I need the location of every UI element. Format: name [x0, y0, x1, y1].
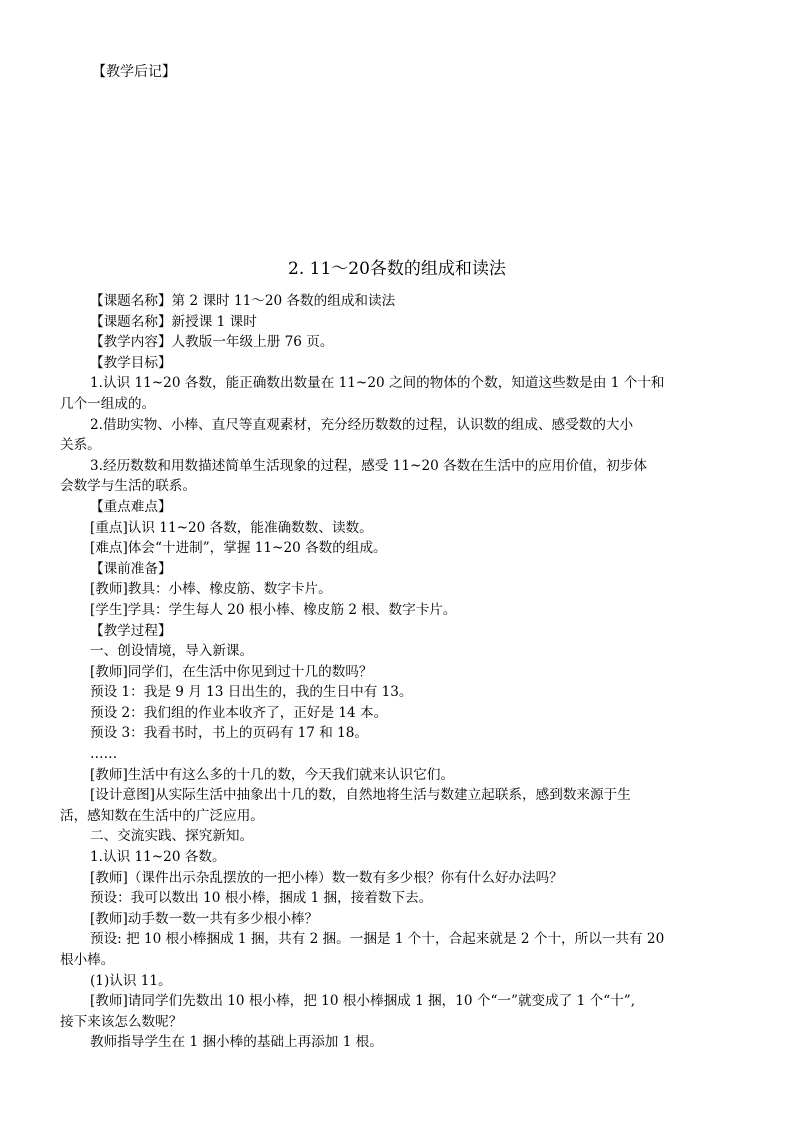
lesson-title: 2. 11～20各数的组成和读法 [288, 259, 506, 279]
body-line: [设计意图]从实际生活中抽象出十几的数，自然地将生活与数建立起联系，感到数来源于生 [90, 787, 631, 804]
body-line: 1.认识 11~20 各数，能正确数出数量在 11~20 之间的物体的个数，知道这些数是由 1 个十和 [90, 375, 665, 392]
lesson-body [60, 291, 736, 1053]
body-line: 【重点难点】 [90, 498, 172, 515]
body-line: 几个一组成的。 [60, 395, 156, 412]
body-line: [教师]教具：小棒、橡皮筋、数字卡片。 [90, 581, 332, 598]
body-line: 【教学目标】 [90, 354, 172, 371]
body-line: 关系。 [60, 437, 101, 454]
teaching-afterword-heading: 【教学后记】 [92, 64, 176, 80]
body-line: …… [90, 746, 118, 763]
body-line: 活，感知数在生活中的广泛应用。 [60, 807, 264, 824]
body-line: 【教学过程】 [90, 622, 172, 639]
body-line: [教师]同学们，在生活中你见到过十几的数吗？ [90, 663, 373, 680]
body-line: [重点]认识 11~20 各数，能准确数数、读数。 [90, 519, 373, 536]
body-line: [教师]（课件出示杂乱摆放的一把小棒）数一数有多少根？你有什么好办法吗？ [90, 869, 563, 886]
body-line: [教师]请同学们先数出 10 根小棒，把 10 根小棒捆成 1 捆，10 个“一”就变成了 1 个“十”, [90, 993, 636, 1010]
body-line: 3.经历数数和用数描述简单生活现象的过程，感受 11~20 各数在生活中的应用价值，初步体 [90, 457, 647, 474]
body-line: 1.认识 11~20 各数。 [90, 849, 226, 866]
body-line: 预设 2：我们组的作业本收齐了，正好是 14 本。 [90, 704, 388, 721]
body-line: 预设: 把 10 根小棒捆成 1 捆，共有 2 捆。一捆是 1 个十，合起来就是 2 个十，所以一共有 20 [90, 931, 665, 948]
body-line: [学生]学具：学生每人 20 根小棒、橡皮筋 2 根、数字卡片。 [90, 601, 457, 618]
body-line: [难点]体会“十进制”，掌握 11~20 各数的组成。 [90, 540, 387, 557]
body-line: [教师]生活中有这么多的十几的数，今天我们就来认识它们。 [90, 766, 455, 783]
body-line: 接下来该怎么数呢？ [60, 1013, 183, 1030]
body-line: (1)认识 11。 [90, 972, 172, 989]
body-line: 二、交流实践、探究新知。 [90, 828, 254, 845]
body-line: 会数学与生活的联系。 [60, 478, 196, 495]
body-line: 【课题名称】第 2 课时 11～20 各数的组成和读法 [90, 293, 396, 309]
body-line: 教师指导学生在 1 捆小棒的基础上再添加 1 根。 [90, 1034, 383, 1051]
body-line: 【课题名称】新授课 1 课时 [90, 313, 257, 330]
body-line: 预设 1：我是 9 月 13 日出生的，我的生日中有 13。 [90, 684, 413, 701]
body-line: 预设：我可以数出 10 根小棒，捆成 1 捆，接着数下去。 [90, 890, 433, 907]
body-line: 2.借助实物、小棒、直尺等直观素材，充分经历数数的过程，认识数的组成、感受数的大小 [90, 416, 634, 433]
body-line: 根小棒。 [60, 952, 115, 968]
body-line: 预设 3：我看书时，书上的页码有 17 和 18。 [90, 725, 369, 742]
body-line: 一、创设情境，导入新课。 [90, 643, 254, 660]
body-line: 【教学内容】人教版一年级上册 76 页。 [90, 334, 334, 351]
body-line: [教师]动手数一数一共有多少根小棒？ [90, 910, 319, 927]
body-line: 【课前准备】 [90, 560, 172, 577]
